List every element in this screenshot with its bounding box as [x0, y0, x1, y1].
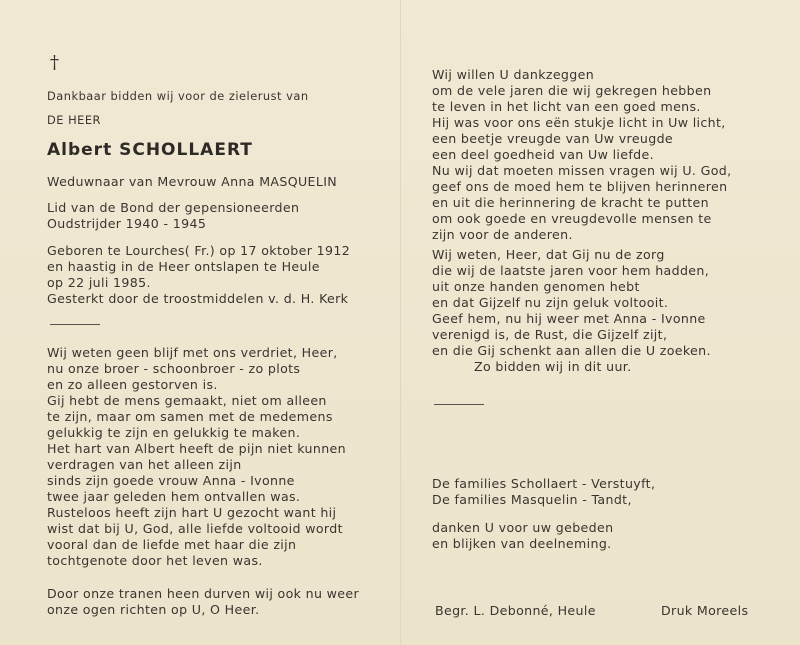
card-fold — [400, 0, 401, 645]
prayer-line: Wij weten, Heer, dat Gij nu de zorg — [432, 247, 665, 262]
prayer-line: Geef hem, nu hij weer met Anna - Ivonne — [432, 311, 706, 326]
prayer-line: verenigd is, de Rust, die Gijzelf zijt, — [432, 327, 668, 342]
bio-line: Gesterkt door de troostmiddelen v. d. H. Kerk — [47, 291, 349, 306]
poem-line: gelukkig te zijn en gelukkig te maken. — [47, 425, 301, 440]
prayer-line: en die Gij schenkt aan allen die U zoeken. — [432, 343, 711, 358]
poem-line: Rusteloos heeft zijn hart U gezocht want hij — [47, 505, 337, 520]
prayer-line: uit onze handen genomen hebt — [432, 279, 640, 294]
thanks-line: een deel goedheid van Uw liefde. — [432, 147, 654, 162]
poem-line: sinds zijn goede vrouw Anna - Ivonne — [47, 473, 295, 488]
acknowledge-line: en blijken van deelneming. — [432, 536, 612, 551]
family-line: De families Schollaert - Verstuyft, — [432, 476, 656, 491]
divider-rule — [434, 404, 484, 405]
member-line-1: Lid van de Bond der gepensioneerden — [47, 200, 300, 215]
poem-line: verdragen van het alleen zijn — [47, 457, 242, 472]
thanks-line: om ook goede en vreugdevolle mensen te — [432, 211, 712, 226]
bio-line: op 22 juli 1985. — [47, 275, 151, 290]
deceased-name: Albert SCHOLLAERT — [47, 140, 253, 160]
title-prefix: DE HEER — [47, 113, 101, 127]
thanks-line: te leven in het licht van een goed mens. — [432, 99, 701, 114]
cross-symbol: † — [50, 52, 60, 73]
poem-line: en zo alleen gestorven is. — [47, 377, 218, 392]
poem-line: Gij hebt de mens gemaakt, niet om alleen — [47, 393, 327, 408]
thanks-line: Wij willen U dankzeggen — [432, 67, 595, 82]
thanks-line: geef ons de moed hem te blijven herinneren — [432, 179, 728, 194]
family-line: De families Masquelin - Tandt, — [432, 492, 632, 507]
member-line-2: Oudstrijder 1940 - 1945 — [47, 216, 207, 231]
thanks-line: om de vele jaren die wij gekregen hebben — [432, 83, 712, 98]
thanks-line: Hij was voor ons eën stukje licht in Uw licht, — [432, 115, 726, 130]
thanks-line: zijn voor de anderen. — [432, 227, 573, 242]
divider-rule — [50, 324, 100, 325]
closing-line: onze ogen richten op U, O Heer. — [47, 602, 260, 617]
poem-line: wist dat bij U, God, alle liefde voltooid wordt — [47, 521, 343, 536]
thanks-line: en uit die herinnering de kracht te putten — [432, 195, 709, 210]
undertaker-credit: Begr. L. Debonné, Heule — [435, 603, 596, 618]
poem-line: te zijn, maar om samen met de medemens — [47, 409, 333, 424]
widower-line: Weduwnaar van Mevrouw Anna MASQUELIN — [47, 174, 338, 189]
printer-credit: Druk Moreels — [661, 603, 749, 618]
thanks-line: een beetje vreugde van Uw vreugde — [432, 131, 674, 146]
thanks-line: Nu wij dat moeten missen vragen wij U. God, — [432, 163, 732, 178]
poem-line: Het hart van Albert heeft de pijn niet kunnen — [47, 441, 346, 456]
poem-line: nu onze broer - schoonbroer - zo plots — [47, 361, 301, 376]
poem-line: twee jaar geleden hem ontvallen was. — [47, 489, 301, 504]
poem-line: tochtgenote door het leven was. — [47, 553, 263, 568]
poem-line: Wij weten geen blijf met ons verdriet, Heer, — [47, 345, 338, 360]
bio-line: en haastig in de Heer ontslapen te Heule — [47, 259, 320, 274]
intro-line: Dankbaar bidden wij voor de zielerust van — [47, 89, 309, 103]
prayer-end-line: Zo bidden wij in dit uur. — [474, 359, 632, 374]
bio-line: Geboren te Lourches( Fr.) op 17 oktober 1912 — [47, 243, 351, 258]
acknowledge-line: danken U voor uw gebeden — [432, 520, 614, 535]
closing-line: Door onze tranen heen durven wij ook nu weer — [47, 586, 360, 601]
prayer-line: en dat Gijzelf nu zijn geluk voltooit. — [432, 295, 669, 310]
prayer-line: die wij de laatste jaren voor hem hadden, — [432, 263, 710, 278]
poem-line: vooral dan de liefde met haar die zijn — [47, 537, 297, 552]
